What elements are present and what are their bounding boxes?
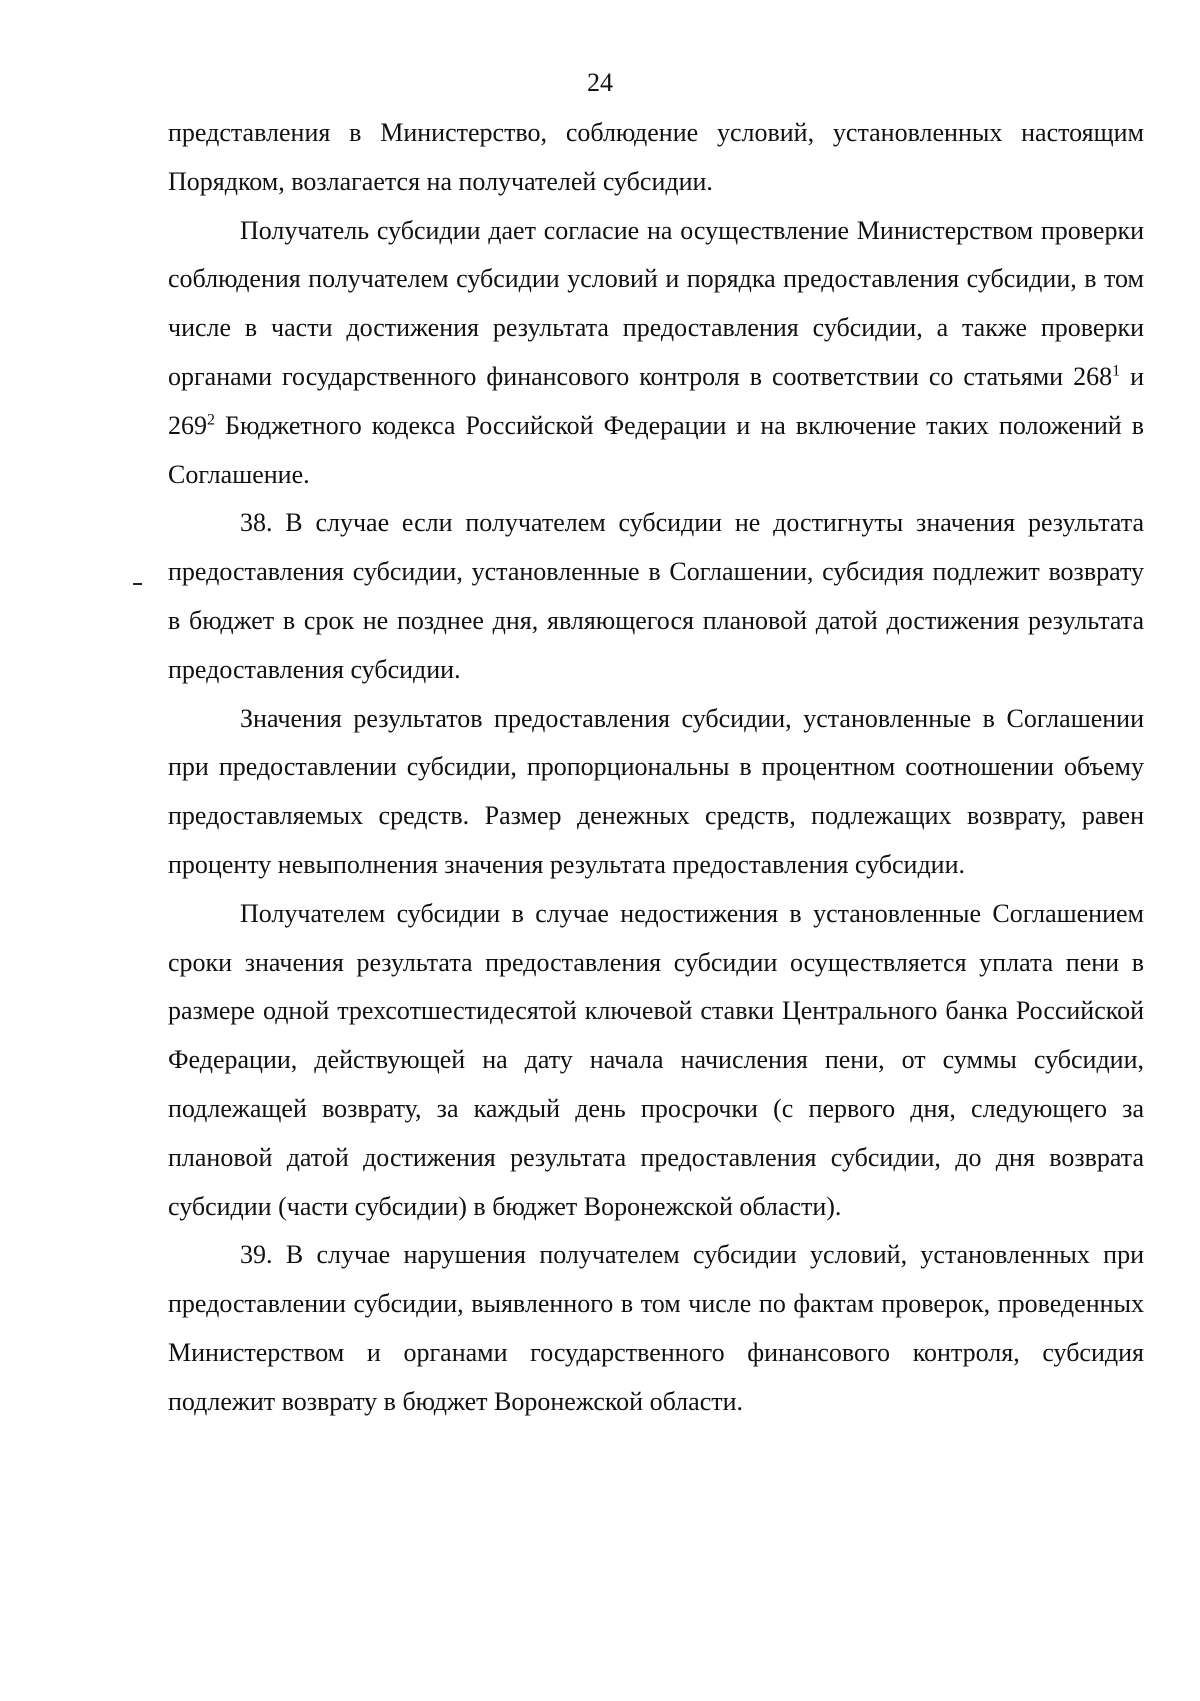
superscript-2: 2 xyxy=(207,411,215,429)
paragraph-consent xyxy=(168,207,1144,500)
consent-text-start: Получатель субсидии дает согласие на осуществление Министерством проверки соблюдения получателем субсидии условий и порядка предоставления субсидии, в том числе в части достижения результата предоставления субсидии, а также проверки органами государственного финансового контроля в соответствии со статьями 268 xyxy=(168,215,1144,391)
paragraph-result-values: Значения результатов предоставления субсидии, установленные в Соглашении при предоставлении субсидии, пропорциональны в процентном соотношении объему предоставляемых средств. Размер денежных средств, подлежащих возврату, равен проценту невыполнения значения результата предоставления субсидии. xyxy=(168,703,1144,879)
page-number: 24 xyxy=(587,68,613,97)
paragraph-38: 38. В случае если получателем субсидии не достигнуты значения результата предоставления субсидии, установленные в Соглашении, субсидия подлежит возврату в бюджет в срок не позднее дня, являющегося плановой датой достижения результата предоставления субсидии. xyxy=(168,508,1144,684)
consent-text-end: Бюджетного кодекса Российской Федерации и на включение таких положений в Соглашение. xyxy=(168,410,1144,489)
document-body xyxy=(168,109,1144,1427)
paragraph-penalty: Получателем субсидии в случае недостижения в установленные Соглашением сроки значения результата предоставления субсидии осуществляется уплата пени в размере одной трехсотшестидесятой ключевой ставки Центрального банка Российской Федерации, действующей на дату начала начисления пени, от суммы субсидии, подлежащей возврату, за каждый день просрочки (с первого дня, следующего за плановой датой достижения результата предоставления субсидии, до дня возврата субсидии (части субсидии) в бюджет Воронежской области). xyxy=(168,898,1144,1221)
paragraph-continuation: представления в Министерство, соблюдение условий, установленных настоящим Порядком, возлагается на получателей субсидии. xyxy=(168,118,1144,196)
superscript-1: 1 xyxy=(1112,362,1121,380)
paragraph-39: 39. В случае нарушения получателем субсидии условий, установленных при предоставлении субсидии, выявленного в том числе по фактам проверок, проведенных Министерством и органами государственного финансового контроля, субсидия подлежит возврату в бюджет Воронежской области. xyxy=(168,1240,1144,1416)
consent-text-middle: и 269 xyxy=(168,361,1144,440)
margin-mark xyxy=(133,583,142,585)
